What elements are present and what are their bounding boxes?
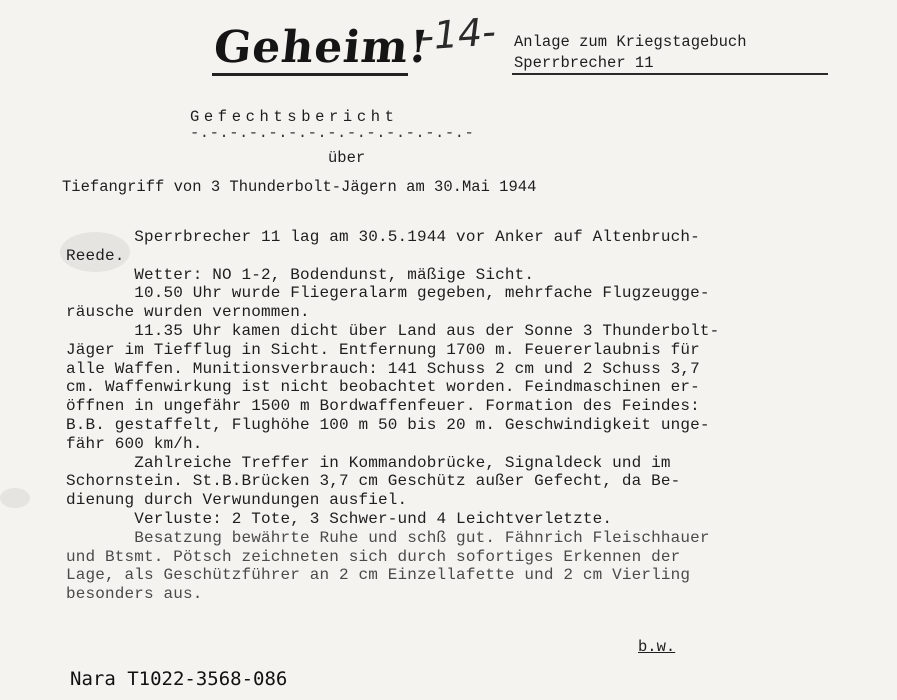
title-dash-rule: -.-.-.-.-.-.-.-.-.-.-.-.-.-.-: [190, 124, 475, 142]
report-subject: Tiefangriff von 3 Thunderbolt-Jägern am 30.Mai 1944: [62, 178, 537, 196]
annex-line-1: Anlage zum Kriegstagebuch: [514, 33, 747, 51]
body-line: Sperrbrecher 11 lag am 30.5.1944 vor Anker auf Altenbruch-: [66, 228, 700, 246]
body-line: B.B. gestaffelt, Flughöhe 100 m 50 bis 20 m. Geschwindigkeit unge-: [66, 415, 710, 434]
handwritten-number: -14-: [418, 9, 498, 59]
body-line: öffnen in ungefähr 1500 m Bordwaffenfeuer. Formation des Feindes:: [66, 397, 700, 416]
body-line: alle Waffen. Munitionsverbrauch: 141 Schuss 2 cm und 2 Schuss 3,7: [66, 359, 700, 378]
body-line: 10.50 Uhr wurde Fliegeralarm gegeben, mehrfache Flugzeugge-: [66, 284, 710, 303]
body-line: und Btsmt. Pötsch zeichneten sich durch sofortiges Erkennen der: [66, 547, 681, 566]
body-line: fähr 600 km/h.: [66, 434, 203, 453]
body-line: besonders aus.: [66, 585, 203, 604]
body-line: Zahlreiche Treffer in Kommandobrücke, Signaldeck und im: [66, 453, 671, 472]
archive-reference: Nara T1022-3568-086: [70, 668, 288, 690]
title-ueber: über: [328, 149, 366, 167]
body-line: Jäger im Tiefflug in Sicht. Entfernung 1700 m. Feuererlaubnis für: [66, 340, 700, 359]
continuation-mark: b.w.: [638, 638, 676, 656]
body-line: Lage, als Geschützführer an 2 cm Einzellafette und 2 cm Vierling: [66, 566, 691, 585]
report-body: [66, 228, 886, 604]
annex-underline: [512, 73, 828, 75]
body-line: 11.35 Uhr kamen dicht über Land aus der Sonne 3 Thunderbolt-: [66, 321, 720, 340]
body-line: Besatzung bewährte Ruhe und schß gut. Fähnrich Fleischhauer: [66, 528, 710, 547]
report-title: Gefechtsbericht: [190, 108, 399, 126]
body-line: Reede.: [66, 246, 125, 265]
body-line: dienung durch Verwundungen ausfiel.: [66, 491, 408, 510]
annex-header: [514, 32, 747, 74]
body-line: Verluste: 2 Tote, 3 Schwer-und 4 Leichtverletzte.: [66, 509, 613, 528]
body-line: räusche wurden vernommen.: [66, 303, 310, 322]
annex-line-2: Sperrbrecher 11: [514, 54, 654, 72]
body-line: Wetter: NO 1-2, Bodendunst, mäßige Sicht.: [66, 265, 535, 284]
body-line: cm. Waffenwirkung ist nicht beobachtet worden. Feindmaschinen er-: [66, 378, 700, 397]
stamp-underline: [212, 73, 408, 76]
secret-stamp: Geheim!: [211, 22, 432, 73]
body-line: Schornstein. St.B.Brücken 3,7 cm Geschütz außer Gefecht, da Be-: [66, 472, 681, 491]
ink-smudge: [0, 488, 30, 508]
